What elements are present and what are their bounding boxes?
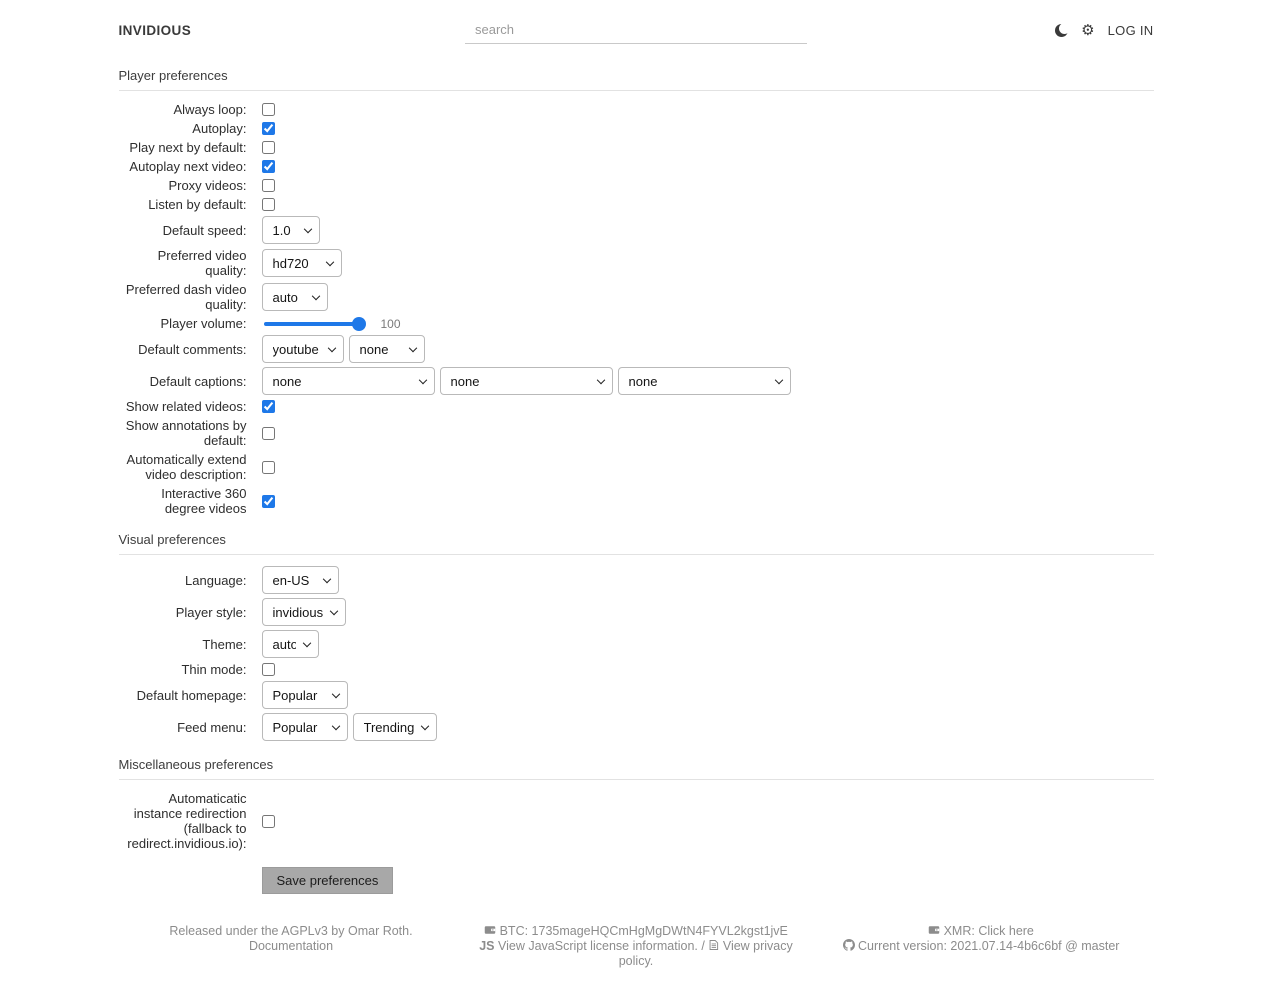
- github-icon: [843, 939, 855, 951]
- play-next-checkbox[interactable]: [262, 141, 275, 154]
- version-link[interactable]: Current version: 2021.07.14-4b6c6bf @ master: [858, 939, 1120, 953]
- search-input[interactable]: [465, 16, 807, 44]
- version-line: [821, 939, 1142, 954]
- autoplay-next-label: Autoplay next video:: [129, 159, 247, 174]
- xmr-link[interactable]: Click here: [978, 924, 1034, 938]
- default-captions-label: Default captions:: [149, 373, 247, 389]
- instance-redirect-checkbox[interactable]: [262, 815, 275, 828]
- footer-donate-column: [464, 924, 809, 969]
- player-volume-label: Player volume:: [160, 316, 247, 331]
- dash-quality-select[interactable]: [262, 283, 328, 311]
- divider: [119, 90, 1154, 91]
- footer-license-column: [119, 924, 464, 969]
- proxy-videos-checkbox[interactable]: [262, 179, 275, 192]
- privacy-policy-link[interactable]: View privacy policy.: [618, 939, 793, 968]
- pref-row: [119, 399, 1154, 414]
- comments-select-2[interactable]: [349, 335, 425, 363]
- pref-row: [119, 282, 1154, 312]
- save-row: [119, 867, 1154, 894]
- autoplay-next-checkbox[interactable]: [262, 160, 275, 173]
- captions-select-1[interactable]: [262, 367, 435, 395]
- pref-row: [119, 335, 1154, 363]
- pref-row: [119, 630, 1154, 658]
- pref-row: [119, 598, 1154, 626]
- xmr-label: XMR:: [943, 924, 975, 938]
- license-text: Released under the AGPLv3 by Omar Roth.: [169, 924, 413, 938]
- vr360-checkbox[interactable]: [262, 495, 275, 508]
- theme-select[interactable]: [262, 630, 319, 658]
- always-loop-checkbox[interactable]: [262, 103, 275, 116]
- player-volume-value: 100: [380, 316, 401, 331]
- proxy-videos-label: Proxy videos:: [168, 178, 247, 193]
- listen-default-checkbox[interactable]: [262, 198, 275, 211]
- player-style-label: Player style:: [175, 604, 247, 620]
- page: [119, 0, 1154, 989]
- always-loop-label: Always loop:: [173, 102, 247, 117]
- pref-row: [119, 197, 1154, 212]
- captions-select-3[interactable]: [618, 367, 791, 395]
- autoplay-label: Autoplay:: [192, 121, 247, 136]
- autoplay-checkbox[interactable]: [262, 122, 275, 135]
- feed-menu-select-1[interactable]: [262, 713, 348, 741]
- wallet-icon: [928, 924, 940, 936]
- documentation-link[interactable]: Documentation: [248, 939, 334, 953]
- divider: [119, 779, 1154, 780]
- save-preferences-button[interactable]: Save preferences: [262, 867, 394, 894]
- related-videos-checkbox[interactable]: [262, 400, 275, 413]
- pref-row: [119, 316, 1154, 331]
- player-preferences-heading: Player preferences: [118, 68, 228, 83]
- privacy-policy-icon: [708, 939, 719, 951]
- pref-row: [119, 452, 1154, 482]
- play-next-label: Play next by default:: [129, 140, 247, 155]
- divider: [119, 554, 1154, 555]
- feed-menu-select-2[interactable]: [353, 713, 437, 741]
- pref-row: [119, 248, 1154, 278]
- pref-row: [119, 486, 1154, 516]
- visual-preferences-heading: Visual preferences: [118, 532, 226, 547]
- footer: [119, 924, 1154, 989]
- default-speed-label: Default speed:: [162, 222, 247, 238]
- extend-description-label: Automatically extend video description:: [126, 452, 247, 482]
- default-comments-label: Default comments:: [138, 341, 247, 357]
- pref-row: [119, 159, 1154, 174]
- thin-mode-label: Thin mode:: [181, 662, 247, 677]
- pref-row: [119, 566, 1154, 594]
- player-volume-slider[interactable]: [264, 317, 364, 331]
- listen-default-label: Listen by default:: [148, 197, 247, 212]
- xmr-line: [821, 924, 1142, 939]
- pref-row: [119, 102, 1154, 117]
- thin-mode-checkbox[interactable]: [262, 663, 275, 676]
- related-videos-label: Show related videos:: [125, 399, 247, 414]
- comments-select-1[interactable]: [262, 335, 344, 363]
- annotations-checkbox[interactable]: [262, 427, 275, 440]
- language-select[interactable]: [262, 566, 339, 594]
- header-right: [807, 23, 1154, 38]
- slider-thumb[interactable]: [352, 317, 366, 331]
- video-quality-label: Preferred video quality:: [157, 248, 247, 278]
- top-bar: [119, 0, 1154, 52]
- login-link[interactable]: LOG IN: [1107, 22, 1154, 38]
- footer-version-column: [809, 924, 1154, 969]
- gear-icon[interactable]: ⚙: [1081, 21, 1095, 39]
- pref-row: [119, 791, 1154, 851]
- video-quality-select[interactable]: [262, 249, 342, 277]
- pref-row: [119, 121, 1154, 136]
- dash-quality-label: Preferred dash video quality:: [125, 282, 247, 312]
- header-left: [119, 23, 466, 38]
- js-privacy-line: [476, 939, 797, 969]
- extend-description-checkbox[interactable]: [262, 461, 275, 474]
- btc-address: BTC: 1735mageHQCmHgMgDWtN4FYVL2kgst1jvE: [499, 924, 788, 938]
- btc-line: [476, 924, 797, 939]
- instance-redirect-label: Automaticatic instance redirection (fallback to redirect.invidious.io):: [127, 791, 247, 851]
- js-license-link[interactable]: View JavaScript license information.: [498, 939, 698, 953]
- invidious-logo[interactable]: INVIDIOUS: [118, 22, 192, 38]
- default-speed-select[interactable]: [262, 216, 320, 244]
- captions-select-2[interactable]: [440, 367, 613, 395]
- pref-row: [119, 662, 1154, 677]
- pref-row: [119, 178, 1154, 193]
- homepage-select[interactable]: [262, 681, 348, 709]
- slider-track: [264, 322, 364, 326]
- theme-label: Theme:: [202, 636, 247, 652]
- vr360-label: Interactive 360 degree videos: [161, 486, 247, 516]
- pref-row: [119, 681, 1154, 709]
- misc-preferences-heading: Miscellaneous preferences: [118, 757, 274, 772]
- wallet-icon: [484, 924, 496, 936]
- js-icon: JS: [479, 939, 495, 953]
- pref-row: [119, 140, 1154, 155]
- feed-menu-label: Feed menu:: [177, 719, 247, 735]
- annotations-label: Show annotations by default:: [125, 418, 247, 448]
- language-label: Language:: [185, 572, 247, 588]
- pref-row: [119, 216, 1154, 244]
- default-homepage-label: Default homepage:: [136, 687, 247, 703]
- pref-row: [119, 418, 1154, 448]
- pref-row: [119, 713, 1154, 741]
- dark-mode-moon-icon[interactable]: [1055, 24, 1068, 37]
- pref-row: [119, 367, 1154, 395]
- separator: /: [701, 939, 705, 953]
- player-style-select[interactable]: [262, 598, 346, 626]
